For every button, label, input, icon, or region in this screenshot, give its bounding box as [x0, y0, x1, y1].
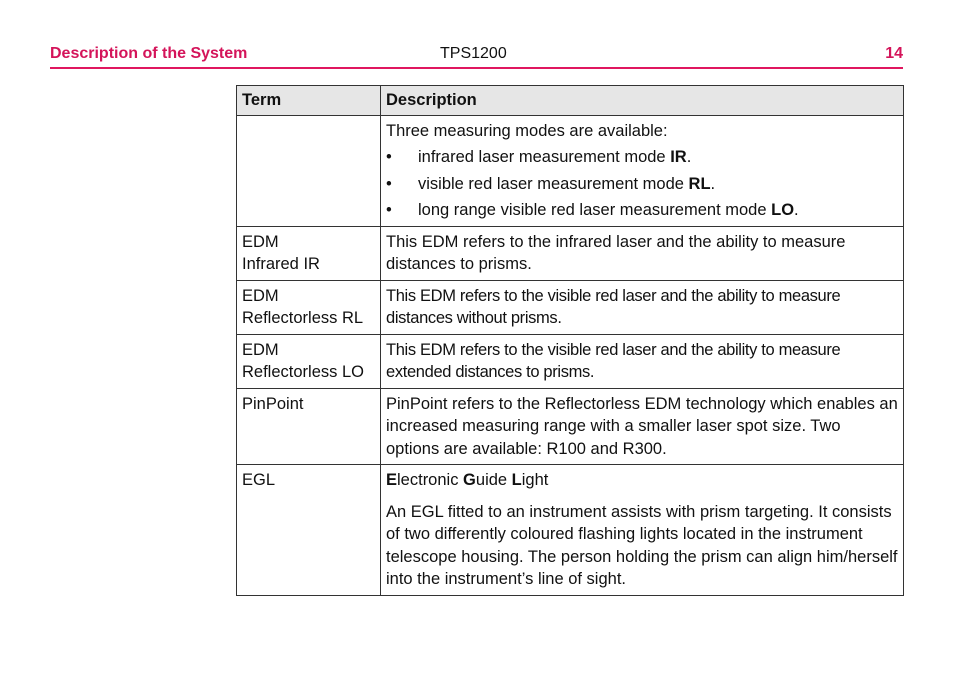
term-cell: [237, 115, 381, 226]
term-cell: EDM Reflectorless RL: [237, 280, 381, 334]
egl-description: An EGL fitted to an instrument assists with prism targeting. It consists of two differently coloured flashing lights located in the instrument telescope housing. The person holding the prism can align him/herself into the instrument’s line of sight.: [386, 502, 898, 588]
modes-intro: Three measuring modes are available:: [386, 121, 668, 140]
term-cell: EDM Reflectorless LO: [237, 334, 381, 388]
list-item: • long range visible red laser measurement mode LO.: [386, 199, 898, 222]
table-row: [237, 226, 904, 280]
table-row: [237, 465, 904, 596]
section-title: Description of the System: [50, 45, 248, 62]
description-cell: This EDM refers to the infrared laser and the ability to measure distances to prisms.: [381, 226, 904, 280]
description-cell: This EDM refers to the visible red laser and the ability to measure distances without prisms.: [381, 280, 904, 334]
egl-full-name: Electronic Guide Light: [386, 471, 549, 489]
product-name: TPS1200: [440, 45, 507, 62]
modes-list: [386, 146, 898, 222]
description-cell: This EDM refers to the visible red laser and the ability to measure extended distances to prisms.: [381, 334, 904, 388]
page-number: 14: [885, 45, 903, 62]
term-cell: EDM Infrared IR: [237, 226, 381, 280]
description-cell: [381, 465, 904, 596]
table-row: [237, 334, 904, 388]
term-cell: EGL: [237, 465, 381, 596]
description-cell: PinPoint refers to the Reflectorless EDM technology which enables an increased measuring range with a smaller laser spot size. Two options are available: R100 and R300.: [381, 388, 904, 465]
table-row: [237, 388, 904, 465]
page-header: [50, 45, 903, 69]
list-item: • infrared laser measurement mode IR.: [386, 146, 898, 169]
list-item: • visible red laser measurement mode RL.: [386, 173, 898, 196]
term-cell: PinPoint: [237, 388, 381, 465]
column-header-term: Term: [237, 86, 381, 116]
description-cell: [381, 115, 904, 226]
table-header-row: [237, 86, 904, 116]
table-row: [237, 280, 904, 334]
table-row: [237, 115, 904, 226]
glossary-table: [236, 85, 904, 596]
column-header-description: Description: [381, 86, 904, 116]
